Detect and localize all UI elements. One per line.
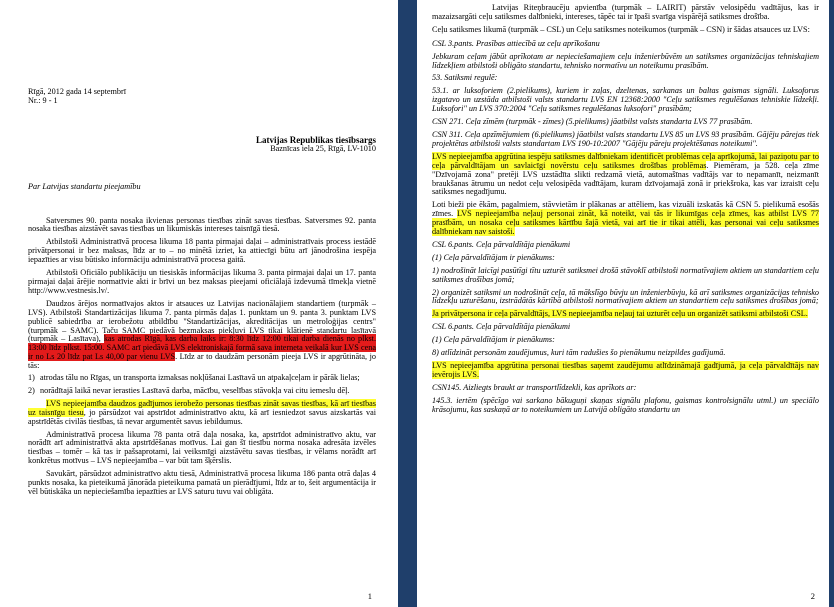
list-text: atrodas tālu no Rīgas, un transporta izmaksas nokļūšanai Lasītavā un atpakaļceļam ir pārāk lielas; xyxy=(40,373,360,383)
quote: 8) atlīdzināt personām zaudējumus, kuri tām radušies šo pienākumu neizpildes gadījumā. xyxy=(432,348,726,358)
text-run: Loti bieži pie ēkām, pagalmiem, stāvvietām ir plākanas ar attēliem, kas vizuāli izskatās kā CSN 5. pielikumā esošās zīmes. xyxy=(432,200,819,219)
letter-number: Nr.: 9 - 1 xyxy=(28,95,58,105)
paragraph-heading: CSL 6.pants. Ceļa pārvaldītāja pienākumi xyxy=(432,239,571,249)
paragraph: Ceļu satiksmes likumā (turpmāk – CSL) un Ceļu satiksmes noteikumos (turpmāk – CSN) ir šādas atsauces uz LVS: xyxy=(432,24,810,34)
document-page-2 xyxy=(417,0,829,607)
highlighted-text-yellow: LVS nepieejamība apgrūtina personai tiesības saņemt zaudējumu atlīdzināmajā gadījumā, ja ceļa pārvaldītājs nav ievērojis LVS. xyxy=(432,361,819,379)
addressee-name: Latvijas Republikas tiesībsargs xyxy=(255,134,376,145)
quote: 2) organizēt satiksmi un nodrošināt ceļa, tā mākslīgo būvju un inženierbūvju, kā arī satiksmes organizācijas tehnisko līdzekļu uzturēšanu, izstrādātās kārtībā atbilstoši normatīvajiem aktiem un standartiem ceļu satiksmes drošības jomā; xyxy=(432,287,819,306)
paragraph xyxy=(28,300,376,371)
paragraph: Savukārt, pārsūdzot administratīvo aktu tiesā, Administratīvā procesa likuma 186 panta otrā daļas 4 punkts nosaka, ka pieteikumā jānorāda pieteikuma pamatā un pierādījumi, līdz ar to, šeit argumentācija ir vēl būtiskāka un nepieciešamība iepazīties ar LVS saturu tuvu vai obligāta. xyxy=(28,469,376,496)
quote: 1) nodrošināt laicīgi pasūtīgi tītu uzturēt satiksmei drošā stāvoklī atbilstoši normatīvajiem aktiem un standartiem ceļu satiksmes drošības jomā; xyxy=(432,265,819,284)
paragraph: Latvijas Riteņbraucēju apvienība (turpmāk – LAIRIT) pārstāv velosipēdu vadītājus, kas ir mazaizsargāti ceļu satiksmes dalībnieki, intereses, tāpēc tai ir īpaši svarīga vispārējā satiksmes drošība. xyxy=(432,3,819,21)
paragraph-heading: 53. Satiksmi regulē: xyxy=(432,73,498,83)
highlighted-text-yellow: LVS nepieejamība neļauj personai zināt, kā noteikt, vai tās ir likumīgas ceļa zīmes, kas atbilst LVS 77 prasībām, un nosaka ceļu satiksmes kārtību šajā vietā, vai arī tie ir tikai attēli, kas personai vai ceļu satiksmes dalībniekam nav saistoši. xyxy=(432,209,819,237)
highlighted-text-yellow: LVS nepieejamība apgrūtina iespēju satiksmes dalībniekam identificēt problēmas ceļa aprīkojumā, lai paziņotu par to ceļa pārvaldītājam un savlaicīgi novērstu ceļu satiksmes drošības problēmas xyxy=(432,151,819,170)
paragraph: Atbilstoši Administratīvā procesa likuma 18 panta pirmajai daļai – administratīvais process iestādē privātpersonai ir bez maksas, līdz ar to – no minētā izriet, ka attiecīgi būtu arī jānodrošina iespēja iepazīties ar visu būtisko informāciju administratīvā procesa gaitā. xyxy=(28,237,376,265)
list-number: 2) xyxy=(28,385,35,395)
text-run: Daudzos ārējos normatīvajos aktos ir atsauces uz Latvijas nacionālajiem standartiem (turpmāk – LVS). Atbilstoši Standartizācijas likuma 7. panta pirmās daļas 1. punktam un 9. panta 3. punktam LVS publicē sabiedrība ar ierobežotu atbildību "Standartizācijas, akreditācijas un metroloģijas centrs" (turpmāk – SAMC). Taču SAMC piedāvā bezmaksas piekļuvi LVS tikai klātienē standartu lasītavā (turpmāk – Lasītava), xyxy=(28,298,376,344)
paragraph xyxy=(432,201,819,237)
page-gutter xyxy=(398,0,417,607)
paragraph xyxy=(432,362,819,380)
highlighted-text-yellow: Ja privātpersona ir ceļa pārvaldītājs, LVS nepieejamība neļauj tai uzturēt ceļu un organizēt satiksmi atbilstoši CSL. xyxy=(432,309,808,319)
paragraph-heading: CSN145. Aizliegts braukt ar transportlīdzekli, kas aprīkots ar: xyxy=(432,382,637,392)
paragraph xyxy=(432,153,819,198)
page-number: 2 xyxy=(810,591,815,601)
list-text: norādītajā laikā nevar ierasties Lasītavā darba, mācību, veselības stāvokļa vai citu iemeslu dēļ. xyxy=(40,385,350,395)
scrollbar-edge xyxy=(829,0,834,607)
text-run: , jo pārsūdzot vai apstrīdot administratīvo aktu, kā arī iesniedzot savus aizskartās vai apstrīdētās civilās tiesības, tā nevar argumentēt savus iebildumus. xyxy=(28,407,376,426)
list-item xyxy=(28,387,376,396)
highlighted-text-yellow: LVS nepieejamība daudzos gadījumos ierobežo personas tiesības zināt savas tiesības, kā arī tiesības uz taisnīgu tiesu xyxy=(28,398,376,417)
text-run: . Līdz ar to daudzām personām pieeja LVS ir apgrūtināta, jo tās: xyxy=(28,352,377,371)
list-item xyxy=(28,374,376,383)
quote: CSN 271. Ceļa zīmēm (turpmāk - zīmes) (5.pielikums) jāatbilst valsts standarta LVS 77 prasībām. xyxy=(432,117,753,127)
page-number: 1 xyxy=(367,591,372,601)
paragraph xyxy=(28,400,376,427)
paragraph xyxy=(432,310,819,319)
list-number: 1) xyxy=(28,373,35,383)
paragraph: Administratīvā procesa likuma 78 panta otrā daļa nosaka, ka, apstrīdot administratīvo aktu, var norādīt arī administratīvā akta apstrīdēšanas motīvus. Lai gan šī tiesību norma nosaka adresāta izvēles tiesības – tomēr – kā tas ir pašsaprotami, lai veiksmīgi aizstāvētu savas tiesības, ir vēlams norādīt arī konkrētus motīvus – LVS nepieejamība – var būt tam šķērslis. xyxy=(28,429,376,466)
text-run: . Piemēram, ja 528. ceļa zīme "Dzīvojamā zona" pretēji LVS uzstādīta slikti redzamā vietā, automašīnas vadītājs var to nepamanīt, neizmanīt braukšanas ātrumu un nedot ceļu velosipēda vadītājam, kuram dzīvojamajā zonā ir priekšroka, kas var izraisīt ceļu satiksmes negadījumu. xyxy=(432,160,819,197)
quote: Jebkuram ceļam jābūt aprīkotam ar nepieciešamajiem ceļu inženierbūvēm un satiksmes organizācijas tehniskajiem līdzekļiem atbilstoši obligāto standartu, tehnisko normatīvu un noteikumu prasībām. xyxy=(432,51,819,70)
highlighted-text-red: kas atrodas Rīgā, kas darba laiks ir: 8:30 līdz 12:00 tikai darba dienās no plkst. 13:00 līdz plkst. 15:00. SAMC arī piedāvā LVS elektroniskajā formā sava interneta veikalā kur LVS cena ir no Ls 20 līdz pat Ls 40,00 par vienu LVS xyxy=(28,334,376,362)
paragraph-heading: CSL 6.pants. Ceļa pārvaldītāja pienākumi xyxy=(432,322,571,332)
addressee-address: Baznīcas iela 25, Rīgā, LV-1010 xyxy=(270,143,376,153)
reasons-list xyxy=(28,374,376,396)
paragraph-heading: CSL 3.pants. Prasības attiecībā uz ceļu aprīkošanu xyxy=(432,38,600,48)
paragraph: Satversmes 90. panta nosaka ikvienas personas tiesības zināt savas tiesības. Satversmes 92. panta nosaka tiesības aizstāvēt savas tiesības un likumiskās intereses taisnīgā tiesā. xyxy=(28,215,376,234)
quote: (1) Ceļa pārvaldītājam ir pienākums: xyxy=(432,335,555,345)
paragraph: Atbilstoši Oficiālo publikāciju un tiesiskās informācijas likuma 3. panta pirmajai daļai un 17. panta pirmajai daļai ārējie normatīvie akti ir brīvi un bez maksas pieejami oficiālajā izdevumā tīmekļa vietnē http://www.vestnesis.lv/. xyxy=(28,268,376,295)
quote: 53.1. ar luksoforiem (2.pielikums), kuriem ir zaļas, dzeltenas, sarkanas un baltas gaismas signāli. Luksoforus izgatavo un uzstāda atbilstoši valsts standartu LVS EN 12368:2000 "Ceļu satiksmes regulēšanas tehniskie līdzekļi. Luksofori" un LVS 370:2004 "Ceļu satiksmes regulēšanas luksofori" prasībām; xyxy=(432,86,819,114)
quote: CSN 311. Ceļa apzīmējumiem (6.pielikums) jāatbilst valsts standartu LVS 85 un LVS 93 prasībām. Gājēju pārejas tiek projektētas atbilstoši valsts standartam LVS 190-10:2007 "Gājēju pāreju projektēšanas noteikumi". xyxy=(432,129,819,148)
letter-subject: Par Latvijas standartu pieejamību xyxy=(28,181,141,191)
quote: 145.3. iertēm (spēcīgo vai sarkano bākuguņi skaņas signālu plafonu, gaismas kontrolsignālu utml.) un speciālo krāsojumu, kas saskaņā ar to noteikumiem un Latvijā obligāto standartu un xyxy=(432,395,819,414)
letter-date: Rīgā, 2012 gada 14 septembrī xyxy=(28,87,127,96)
quote: (1) Ceļa pārvaldītājam ir pienākums: xyxy=(432,252,555,262)
document-page-1 xyxy=(0,0,398,607)
